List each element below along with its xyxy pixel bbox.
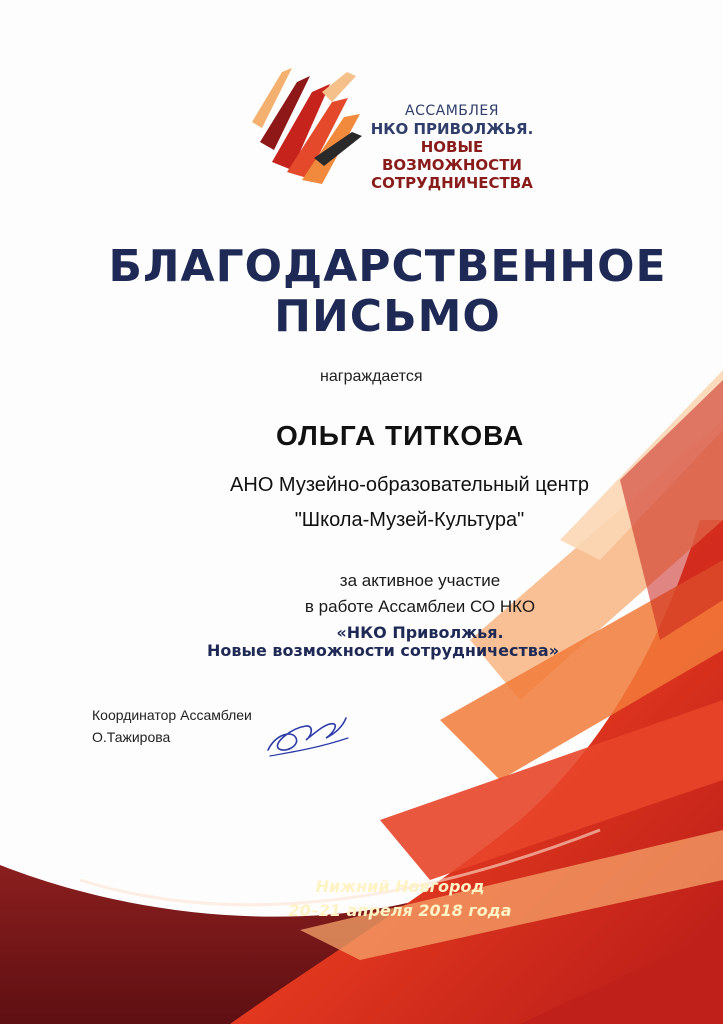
- assembly-logo: [252, 62, 542, 192]
- organization-line-2: "Школа-Музей-Культура": [294, 509, 525, 531]
- logo-line-4: СОТРУДНИЧЕСТВА: [371, 174, 533, 192]
- organization-line-1: АНО Музейно-образовательный центр: [230, 474, 589, 496]
- event-dates: 20–21 апреля 2018 года: [288, 901, 512, 920]
- handwritten-signature: [262, 704, 352, 764]
- recipient-name: ОЛЬГА ТИТКОВА: [276, 420, 525, 451]
- reason-line-3: «НКО Приволжья.: [336, 623, 504, 642]
- coordinator-name: О.Тажирова: [92, 729, 171, 745]
- logo-line-3: НОВЫЕ ВОЗМОЖНОСТИ: [382, 138, 522, 174]
- document-title-line-1: БЛАГОДАРСТВЕННОЕ: [108, 241, 667, 292]
- awarded-label: награждается: [320, 368, 423, 385]
- logo-text: [362, 102, 542, 192]
- reason-line-4: Новые возможности сотрудничества»: [206, 641, 560, 660]
- reason-line-1: за активное участие: [339, 571, 501, 590]
- logo-line-2: НКО ПРИВОЛЖЬЯ.: [370, 120, 534, 138]
- logo-shards-graphic: [252, 62, 362, 184]
- document-title-line-2: ПИСЬМО: [274, 291, 501, 342]
- reason-line-2: в работе Ассамблеи СО НКО: [304, 597, 536, 616]
- coordinator-role: Координатор Ассамблеи: [92, 707, 252, 723]
- coordinator-block: [92, 704, 252, 748]
- event-city: Нижний Новгород: [315, 877, 485, 896]
- logo-line-1: АССАМБЛЕЯ: [405, 103, 499, 119]
